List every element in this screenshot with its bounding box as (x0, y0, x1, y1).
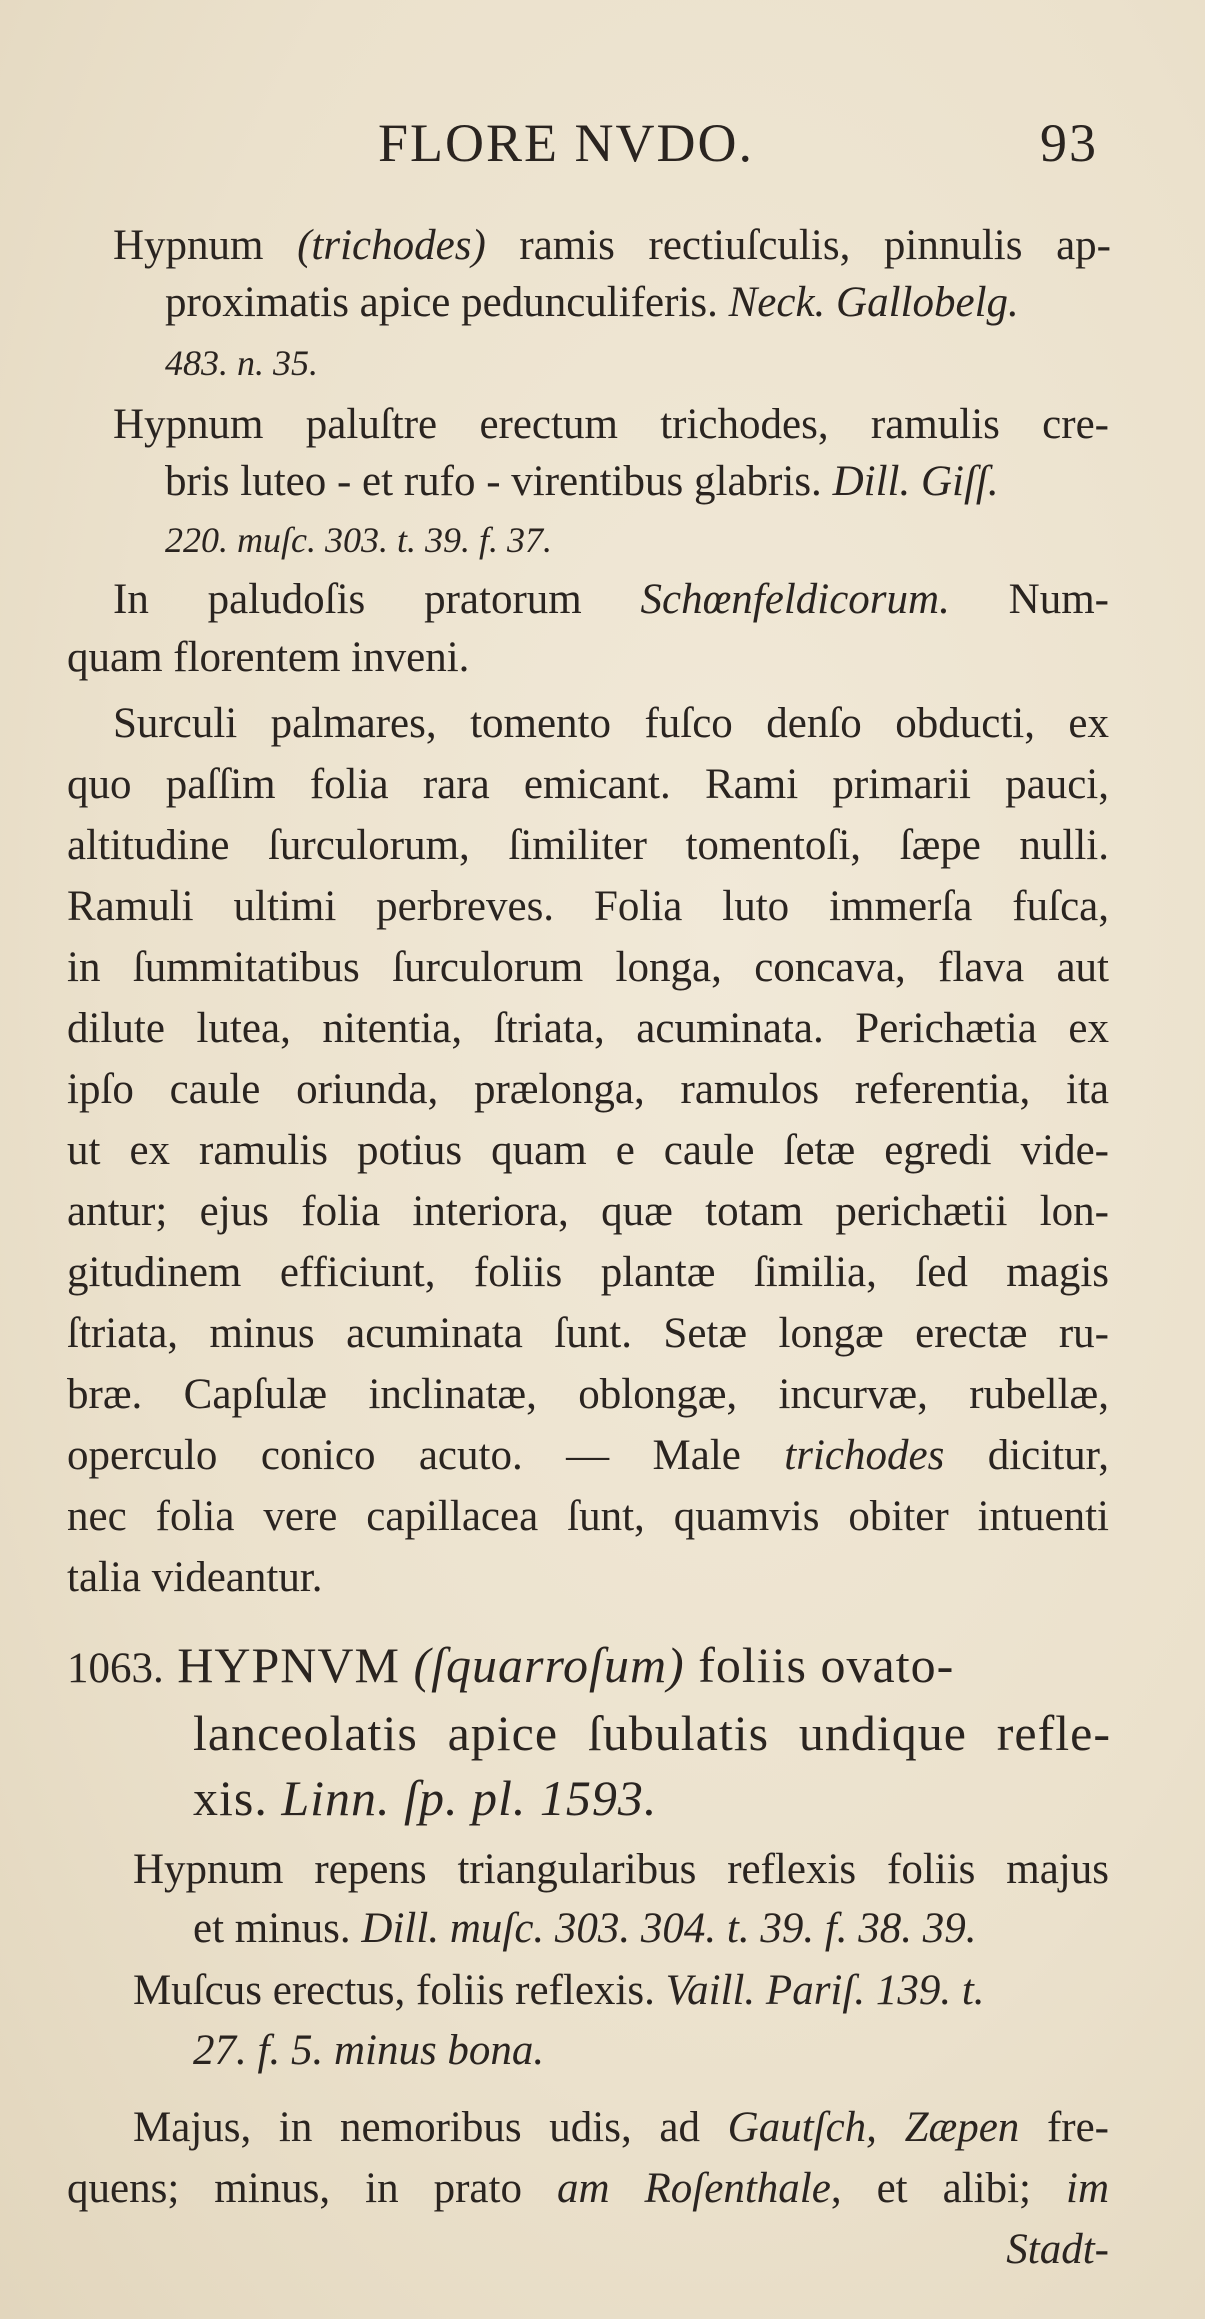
description-line: nec folia vere capillacea ſunt, quamvis obiter intuenti (67, 1493, 1109, 1540)
habitat-line: quam florentem inveni. (67, 634, 470, 681)
description-line: quo paſſim folia rara emicant. Rami primarii pauci, (67, 761, 1109, 808)
synonym-line: et minus. Dill. muſc. 303. 304. t. 39. f. 38. 39. (193, 1905, 977, 1952)
description-line: talia videantur. (67, 1554, 323, 1601)
synonym-line: Muſcus erectus, foliis reflexis. Vaill. Pariſ. 139. t. (133, 1967, 985, 2014)
description-line: operculo conico acuto. — Male trichodes dicitur, (67, 1432, 1109, 1479)
page-number: 93 (1040, 113, 1098, 173)
running-head (378, 112, 1098, 182)
synonym-line: 220. muſc. 303. t. 39. f. 37. (165, 520, 552, 560)
description-line: dilute lutea, nitentia, ſtriata, acuminata. Perichætia ex (67, 1005, 1109, 1052)
description-line: ſtriata, minus acuminata ſunt. Setæ longæ erectæ ru- (67, 1310, 1109, 1357)
entry-number: 1063. (67, 1645, 164, 1692)
description-line: ipſo caule oriunda, prælonga, ramulos referentia, ita (67, 1066, 1109, 1113)
synonym-line: proximatis apice pedunculiferis. Neck. Gallobelg. (165, 279, 1019, 326)
entry-heading: lanceolatis apice ſubulatis undique refle- (193, 1705, 1111, 1761)
habitat-line: In paludoſis pratorum Schœnfeldicorum. Num- (113, 576, 1109, 623)
catchword: Stadt- (1006, 2226, 1109, 2273)
entry-heading: xis. Linn. ſp. pl. 1593. (193, 1770, 658, 1826)
description-line: bræ. Capſulæ inclinatæ, oblongæ, incurvæ, rubellæ, (67, 1371, 1109, 1418)
entry-heading: 1063. HYPNVM (ſquarroſum) foliis ovato- (67, 1637, 955, 1693)
habitat-line: Majus, in nemoribus udis, ad Gautſch, Zæpen fre- (133, 2104, 1110, 2151)
description-line: altitudine ſurculorum, ſimiliter tomentoſi, ſæpe nulli. (67, 822, 1109, 869)
synonym-line: Hypnum repens triangularibus reflexis foliis majus (133, 1846, 1109, 1893)
description-line: in ſummitatibus ſurculorum longa, concava, flava aut (67, 944, 1109, 991)
em-dash: — (566, 1432, 610, 1479)
synonym-line: 27. f. 5. minus bona. (193, 2027, 545, 2074)
description-line: Ramuli ultimi perbreves. Folia luto immerſa fuſca, (67, 883, 1109, 930)
description-line: Surculi palmares, tomento fuſco denſo obducti, ex (113, 700, 1109, 747)
synonym-line: bris luteo - et rufo - virentibus glabris. Dill. Giſſ. (165, 458, 999, 505)
running-title: FLORE NVDO. (378, 113, 755, 173)
description-line: ut ex ramulis potius quam e caule ſetæ egredi vide- (67, 1127, 1109, 1174)
description-line: gitudinem efficiunt, foliis plantæ ſimilia, ſed magis (67, 1249, 1109, 1296)
synonym-line: 483. n. 35. (165, 343, 318, 383)
description-line: antur; ejus folia interiora, quæ totam perichætii lon- (67, 1188, 1109, 1235)
synonym-line: Hypnum paluſtre erectum trichodes, ramulis cre- (113, 401, 1109, 448)
habitat-line: quens; minus, in prato am Roſenthale, et alibi; im (67, 2165, 1109, 2212)
synonym-line: Hypnum (trichodes) ramis rectiuſculis, pinnulis ap- (113, 222, 1111, 269)
